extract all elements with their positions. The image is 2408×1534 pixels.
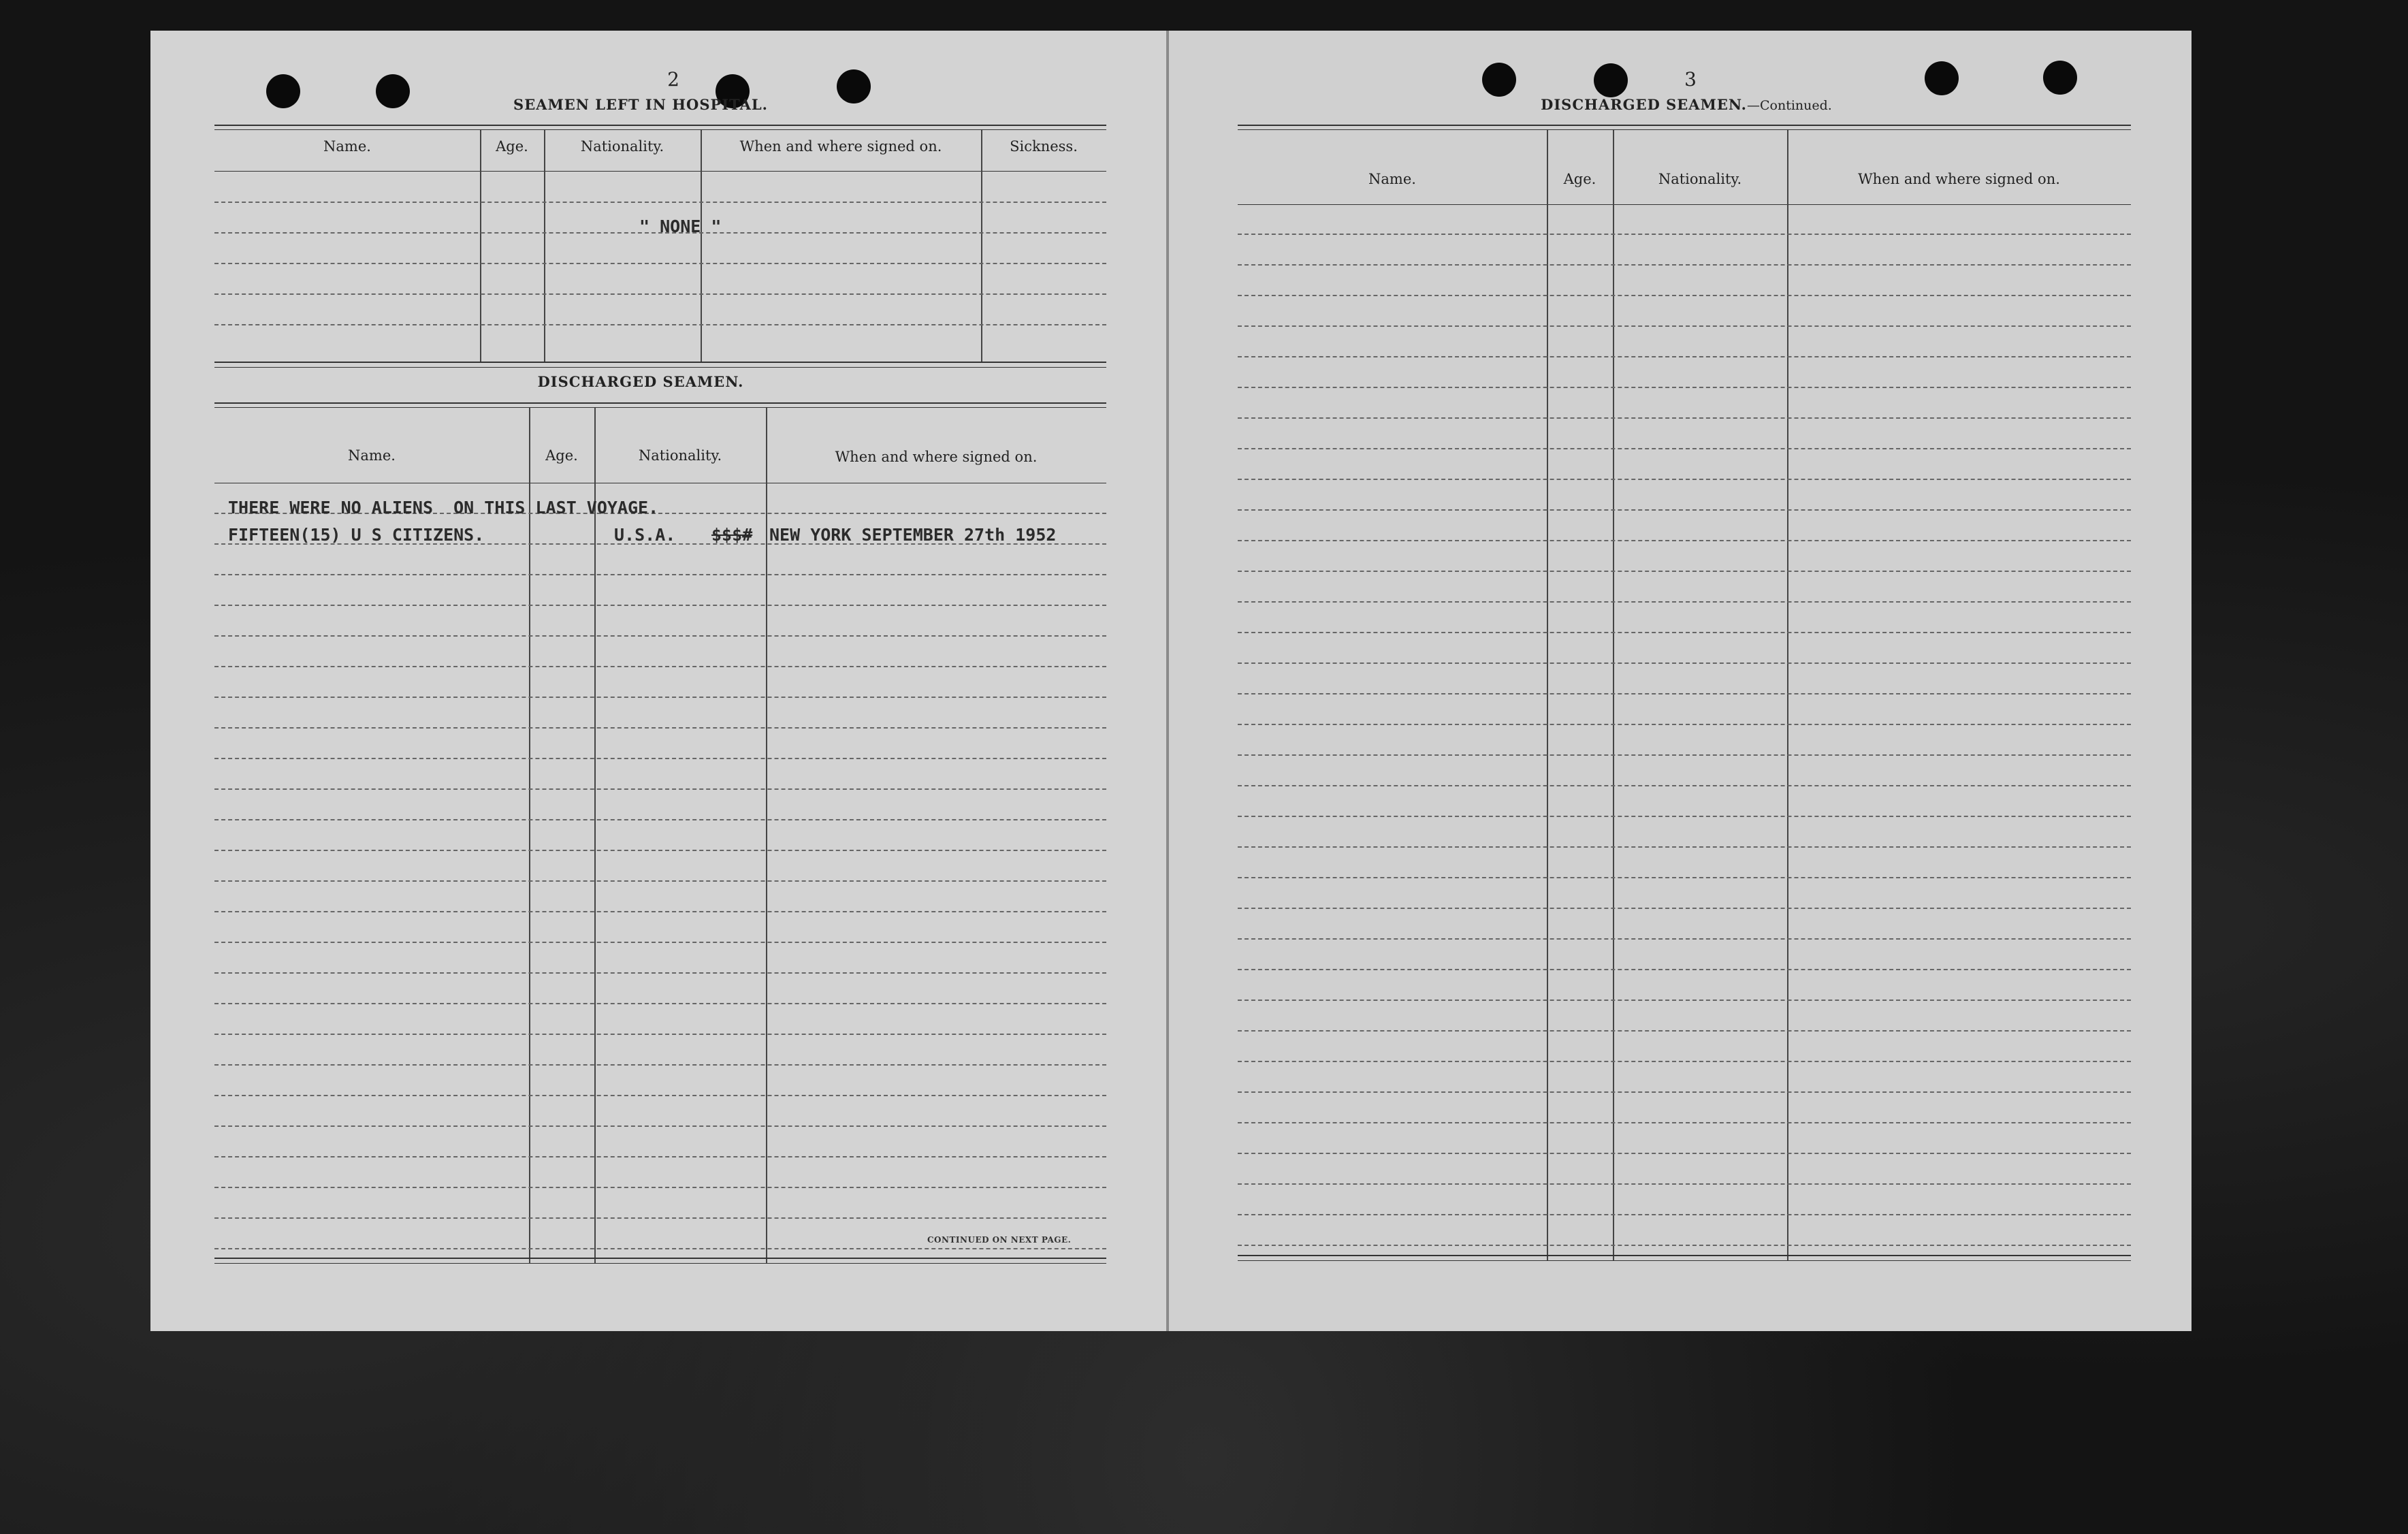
page-number: 2: [667, 68, 679, 91]
punch-hole: [1925, 61, 1959, 95]
hospital-section-title: SEAMEN LEFT IN HOSPITAL.: [513, 96, 768, 113]
ruled-line: [1238, 571, 2131, 572]
discharged-name: FIFTEEN(15) U S CITIZENS.: [228, 525, 485, 545]
ruled-line: [1238, 325, 2131, 327]
ruled-line: [1238, 754, 2131, 756]
ruled-line: [214, 605, 1106, 606]
ruled-line: [1238, 295, 2131, 296]
continued-note: CONTINUED ON NEXT PAGE.: [927, 1235, 1072, 1245]
ruled-line: [1238, 846, 2131, 848]
punch-hole: [376, 74, 410, 108]
ruled-line: [214, 880, 1106, 882]
column-header-age: Age.: [496, 138, 528, 155]
left-page: [150, 31, 1166, 1331]
ruled-line: [214, 727, 1106, 729]
column-header-nationality: Nationality.: [580, 138, 664, 155]
ruled-line: [214, 1156, 1106, 1157]
ruled-line: [1238, 1061, 2131, 1062]
ruled-line: [214, 850, 1106, 851]
ruled-line: [214, 1217, 1106, 1219]
column-header-signed-on: When and where signed on.: [1858, 171, 2060, 187]
ruled-line: [1238, 1122, 2131, 1123]
ruled-line: [214, 972, 1106, 974]
column-header-age: Age.: [545, 447, 578, 464]
ruled-line: [214, 1064, 1106, 1066]
ruled-line: [1238, 448, 2131, 449]
column-header-signed-on: When and where signed on.: [739, 138, 942, 155]
ruled-line: [1238, 264, 2131, 266]
punch-hole: [1594, 63, 1628, 97]
ruled-line: [214, 1095, 1106, 1096]
ruled-line: [214, 1248, 1106, 1249]
ruled-line: [1238, 479, 2131, 480]
right-page: [1169, 31, 2192, 1331]
page-number: 3: [1684, 68, 1697, 91]
ruled-line: [1238, 417, 2131, 419]
ruled-line: [214, 1125, 1106, 1127]
column-header-sickness: Sickness.: [1010, 138, 1078, 155]
ruled-line: [1238, 1091, 2131, 1093]
title-suffix: —Continued.: [1746, 98, 1832, 113]
ruled-line: [1238, 1153, 2131, 1154]
ruled-line: [1238, 662, 2131, 664]
ruled-line: [214, 911, 1106, 912]
ruled-line: [1238, 1030, 2131, 1032]
punch-hole: [2043, 61, 2077, 95]
ruled-line: [1238, 816, 2131, 817]
ruled-line: [1238, 1245, 2131, 1246]
hospital-table: [214, 125, 1257, 394]
ruled-line: [214, 788, 1106, 790]
column-header-nationality: Nationality.: [1658, 171, 1742, 187]
column-header-age: Age.: [1563, 171, 1596, 187]
discharged-table: [214, 402, 1106, 1267]
discharged-nationality: U.S.A.: [614, 525, 676, 545]
hospital-entry: " NONE ": [639, 217, 722, 236]
discharged-signed-on: NEW YORK SEPTEMBER 27th 1952: [769, 525, 1057, 545]
ruled-line: [1238, 601, 2131, 603]
ruled-line: [214, 819, 1106, 820]
ruled-line: [1238, 1214, 2131, 1215]
ruled-line: [214, 697, 1106, 698]
ruled-line: [1238, 234, 2131, 235]
punch-hole: [266, 74, 300, 108]
ruled-line: [1238, 938, 2131, 940]
column-header-nationality: Nationality.: [638, 447, 722, 464]
column-header-signed-on: When and where signed on.: [835, 449, 1038, 465]
ruled-line: [1238, 785, 2131, 786]
ruled-line: [1238, 1183, 2131, 1185]
ruled-line: [1238, 724, 2131, 725]
ruled-line: [1238, 877, 2131, 878]
ruled-line: [1238, 1000, 2131, 1001]
column-header-name: Name.: [348, 447, 396, 464]
title-text: DISCHARGED SEAMEN.: [1541, 96, 1747, 113]
ruled-line: [214, 1187, 1106, 1188]
punch-hole: [1482, 63, 1516, 97]
discharged-continued-table: [1238, 125, 2131, 1268]
ruled-line: [214, 574, 1106, 575]
ruled-line: [1238, 387, 2131, 388]
column-header-name: Name.: [1368, 171, 1416, 187]
ruled-line: [1238, 540, 2131, 541]
discharged-note: THERE WERE NO ALIENS ON THIS LAST VOYAGE.: [228, 498, 659, 517]
ruled-line: [1238, 969, 2131, 970]
ruled-line: [1238, 356, 2131, 357]
discharged-section-title: DISCHARGED SEAMEN.: [537, 373, 744, 390]
ruled-line: [214, 1034, 1106, 1035]
discharged-continued-title: [1503, 96, 1870, 113]
ruled-line: [214, 942, 1106, 943]
ruled-line: [1238, 509, 2131, 511]
ruled-line: [214, 758, 1106, 759]
ruled-line: [1238, 908, 2131, 909]
column-header-name: Name.: [323, 138, 371, 155]
punch-hole: [837, 69, 871, 103]
ruled-line: [214, 1003, 1106, 1004]
struck-out-text: $$$#: [711, 525, 753, 545]
ruled-line: [1238, 632, 2131, 633]
ruled-line: [214, 635, 1106, 637]
ruled-line: [214, 666, 1106, 667]
ruled-line: [1238, 693, 2131, 694]
